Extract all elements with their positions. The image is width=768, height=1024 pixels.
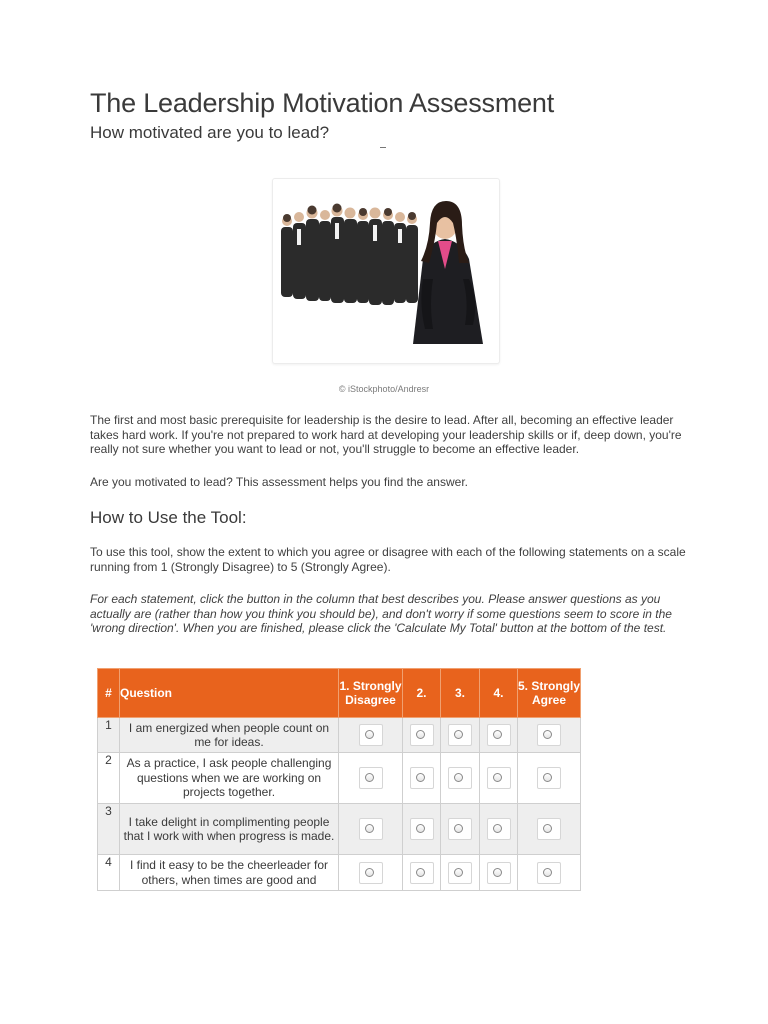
- radio-icon: [365, 773, 374, 782]
- radio-icon: [543, 773, 552, 782]
- radio-option-2[interactable]: [410, 818, 434, 840]
- radio-icon: [365, 730, 374, 739]
- business-people-image: [273, 179, 499, 363]
- radio-option-5[interactable]: [537, 862, 561, 884]
- header-question: Question: [120, 669, 339, 718]
- radio-option-2[interactable]: [410, 724, 434, 746]
- intro-paragraph: The first and most basic prerequisite for leadership is the desire to lead. After all, becoming an effective leader takes hard work. If you're not prepared to work hard at developing your leadership skills or if, deep down, you're really not sure whether you want to lead or not, you'll struggle to become an effective leader.: [90, 413, 682, 456]
- table-row: [98, 855, 581, 891]
- radio-option-4[interactable]: [487, 724, 511, 746]
- photo-caption: © iStockphoto/Andresr: [338, 384, 430, 394]
- radio-option-4[interactable]: [487, 862, 511, 884]
- radio-option-2[interactable]: [410, 767, 434, 789]
- radio-icon: [454, 730, 463, 739]
- radio-icon: [365, 868, 374, 877]
- radio-option-1[interactable]: [359, 724, 383, 746]
- instructions-paragraph: To use this tool, show the extent to which you agree or disagree with each of the following statements on a scale running from 1 (Strongly Disagree) to 5 (Strongly Agree).: [90, 545, 686, 574]
- radio-icon: [493, 773, 502, 782]
- radio-icon: [493, 868, 502, 877]
- radio-icon: [454, 824, 463, 833]
- row-question: I am energized when people count on me for ideas.: [120, 718, 339, 753]
- radio-option-2[interactable]: [410, 862, 434, 884]
- assessment-table: [97, 668, 581, 891]
- row-number: 2: [98, 753, 120, 804]
- header-strongly-agree: 5. Strongly Agree: [518, 669, 581, 718]
- radio-icon: [416, 824, 425, 833]
- radio-option-4[interactable]: [487, 818, 511, 840]
- row-question: I take delight in complimenting people that I work with when progress is made.: [120, 804, 339, 855]
- radio-icon: [365, 824, 374, 833]
- table-row: [98, 753, 581, 804]
- radio-icon: [454, 773, 463, 782]
- table-row: [98, 804, 581, 855]
- radio-icon: [493, 730, 502, 739]
- row-number: 4: [98, 855, 120, 891]
- leadership-photo: [272, 178, 500, 364]
- radio-option-4[interactable]: [487, 767, 511, 789]
- radio-icon: [416, 773, 425, 782]
- radio-option-5[interactable]: [537, 767, 561, 789]
- table-header-row: [98, 669, 581, 718]
- radio-icon: [454, 868, 463, 877]
- radio-option-1[interactable]: [359, 818, 383, 840]
- page-title: The Leadership Motivation Assessment: [90, 88, 555, 118]
- radio-option-1[interactable]: [359, 767, 383, 789]
- row-number: 1: [98, 718, 120, 753]
- instructions-italic: For each statement, click the button in the column that best describes you. Please answer questions as you actually are (rather than how you think you should be), and don't worry if some questions seem to score in the 'wrong direction'. When you are finished, please click the 'Calculate My Total' button at the bottom of the test.: [90, 592, 672, 635]
- radio-icon: [543, 868, 552, 877]
- header-number: #: [98, 669, 120, 718]
- row-question: As a practice, I ask people challenging questions when we are working on projects together.: [120, 753, 339, 804]
- radio-option-3[interactable]: [448, 724, 472, 746]
- radio-option-3[interactable]: [448, 818, 472, 840]
- table-row: [98, 718, 581, 753]
- section-heading: How to Use the Tool:: [90, 508, 247, 527]
- radio-option-1[interactable]: [359, 862, 383, 884]
- radio-icon: [543, 730, 552, 739]
- radio-icon: [416, 868, 425, 877]
- radio-icon: [493, 824, 502, 833]
- row-question: I find it easy to be the cheerleader for others, when times are good and: [120, 855, 339, 891]
- header-scale-3: 3.: [441, 669, 480, 718]
- radio-option-5[interactable]: [537, 724, 561, 746]
- header-scale-4: 4.: [480, 669, 518, 718]
- intro-question: Are you motivated to lead? This assessment helps you find the answer.: [90, 475, 468, 489]
- separator-dash: [380, 147, 386, 148]
- page-subtitle: How motivated are you to lead?: [90, 123, 330, 142]
- radio-icon: [543, 824, 552, 833]
- header-scale-2: 2.: [403, 669, 441, 718]
- row-number: 3: [98, 804, 120, 855]
- radio-option-3[interactable]: [448, 862, 472, 884]
- radio-option-5[interactable]: [537, 818, 561, 840]
- radio-icon: [416, 730, 425, 739]
- radio-option-3[interactable]: [448, 767, 472, 789]
- header-strongly-disagree: 1. Strongly Disagree: [339, 669, 403, 718]
